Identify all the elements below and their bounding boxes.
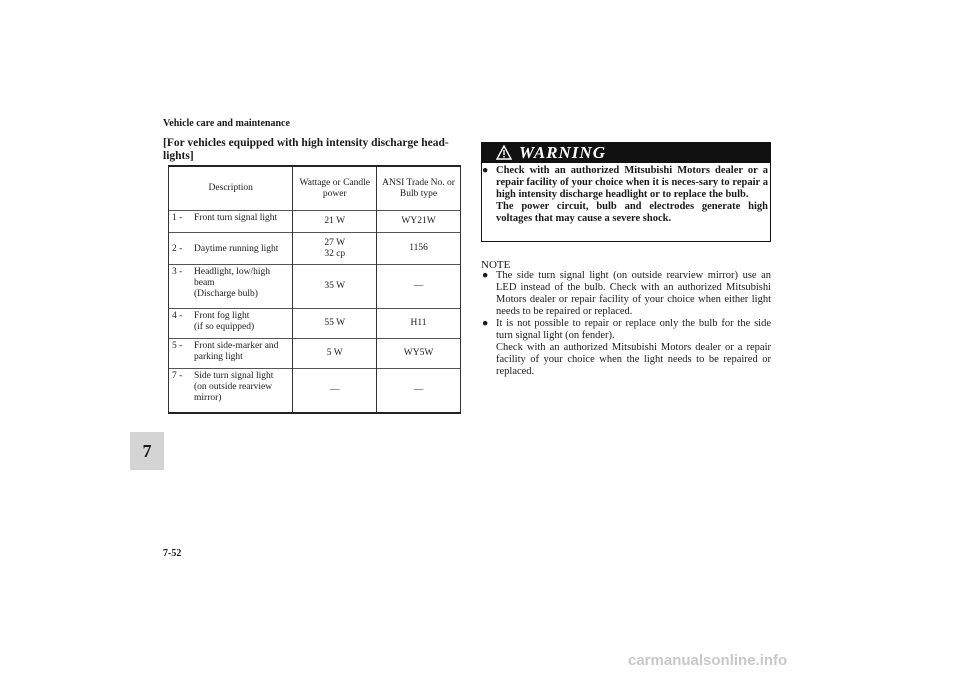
chapter-tab: 7 <box>130 432 164 470</box>
table-header-row <box>169 166 461 211</box>
bullet-icon: ● <box>482 165 489 176</box>
row-bulb-type: — <box>377 369 461 413</box>
row-bulb-type: WY21W <box>377 211 461 233</box>
table-row <box>169 309 461 339</box>
row-description: 3 - Headlight, low/high beam (Discharge bulb) <box>169 265 293 309</box>
table-row <box>169 369 461 413</box>
warning-triangle-icon <box>496 145 512 160</box>
bulb-table <box>168 165 461 414</box>
page-number: 7-52 <box>163 548 182 559</box>
watermark: carmanualsonline.info <box>628 652 788 669</box>
table-row <box>169 339 461 369</box>
note-item: ● It is not possible to repair or replace only the bulb for the side turn signal light (on fender). <box>482 318 771 341</box>
header-title: Vehicle care and maintenance <box>163 118 290 129</box>
row-wattage: 27 W 32 cp <box>293 233 377 265</box>
bullet-icon: ● <box>482 318 489 329</box>
row-bulb-type: H11 <box>377 309 461 339</box>
row-wattage: — <box>293 369 377 413</box>
row-description: 5 - Front side-marker and parking light <box>169 339 293 369</box>
row-description: 1 - Front turn signal light <box>169 211 293 233</box>
warning-text-1: Check with an authorized Mitsubishi Motors dealer or a repair facility of your choice when it is neces-sary to repair a high intensity discharge headlight or to replace the bulb. <box>496 165 768 200</box>
row-description: 2 - Daytime running light <box>169 233 293 265</box>
col-header-bulb-type: ANSI Trade No. or Bulb type <box>377 166 461 211</box>
warning-box <box>481 142 771 242</box>
row-description: 4 - Front fog light (if so equipped) <box>169 309 293 339</box>
row-wattage: 35 W <box>293 265 377 309</box>
col-header-wattage: Wattage or Candle power <box>293 166 377 211</box>
warning-text-2: The power circuit, bulb and electrodes generate high voltages that may cause a severe shock. <box>496 201 768 224</box>
row-wattage: 21 W <box>293 211 377 233</box>
row-wattage: 5 W <box>293 339 377 369</box>
row-description: 7 - Side turn signal light (on outside rearview mirror) <box>169 369 293 413</box>
row-bulb-type: 1156 <box>377 233 461 265</box>
table-row <box>169 265 461 309</box>
table-row <box>169 211 461 233</box>
row-wattage: 55 W <box>293 309 377 339</box>
note-item: ● The side turn signal light (on outside rearview mirror) use an LED instead of the bulb. Check with an authorized Mitsubishi Motors dealer or repair facility of your choice when either light needs to be repaired or replaced. <box>482 270 771 317</box>
warning-header <box>482 143 770 163</box>
warning-text <box>482 165 768 225</box>
col-header-description: Description <box>169 166 293 211</box>
table-row <box>169 233 461 265</box>
note-item-continued: Check with an authorized Mitsubishi Motors dealer or a repair facility of your choice when the light needs to be repaired or replaced. <box>496 342 771 377</box>
warning-label: WARNING <box>519 143 606 162</box>
note-title: NOTE <box>481 259 511 271</box>
row-bulb-type: — <box>377 265 461 309</box>
bullet-icon: ● <box>482 270 489 281</box>
note-list <box>482 270 771 378</box>
row-bulb-type: WY5W <box>377 339 461 369</box>
section-heading: [For vehicles equipped with high intensity discharge head-lights] <box>163 137 449 162</box>
